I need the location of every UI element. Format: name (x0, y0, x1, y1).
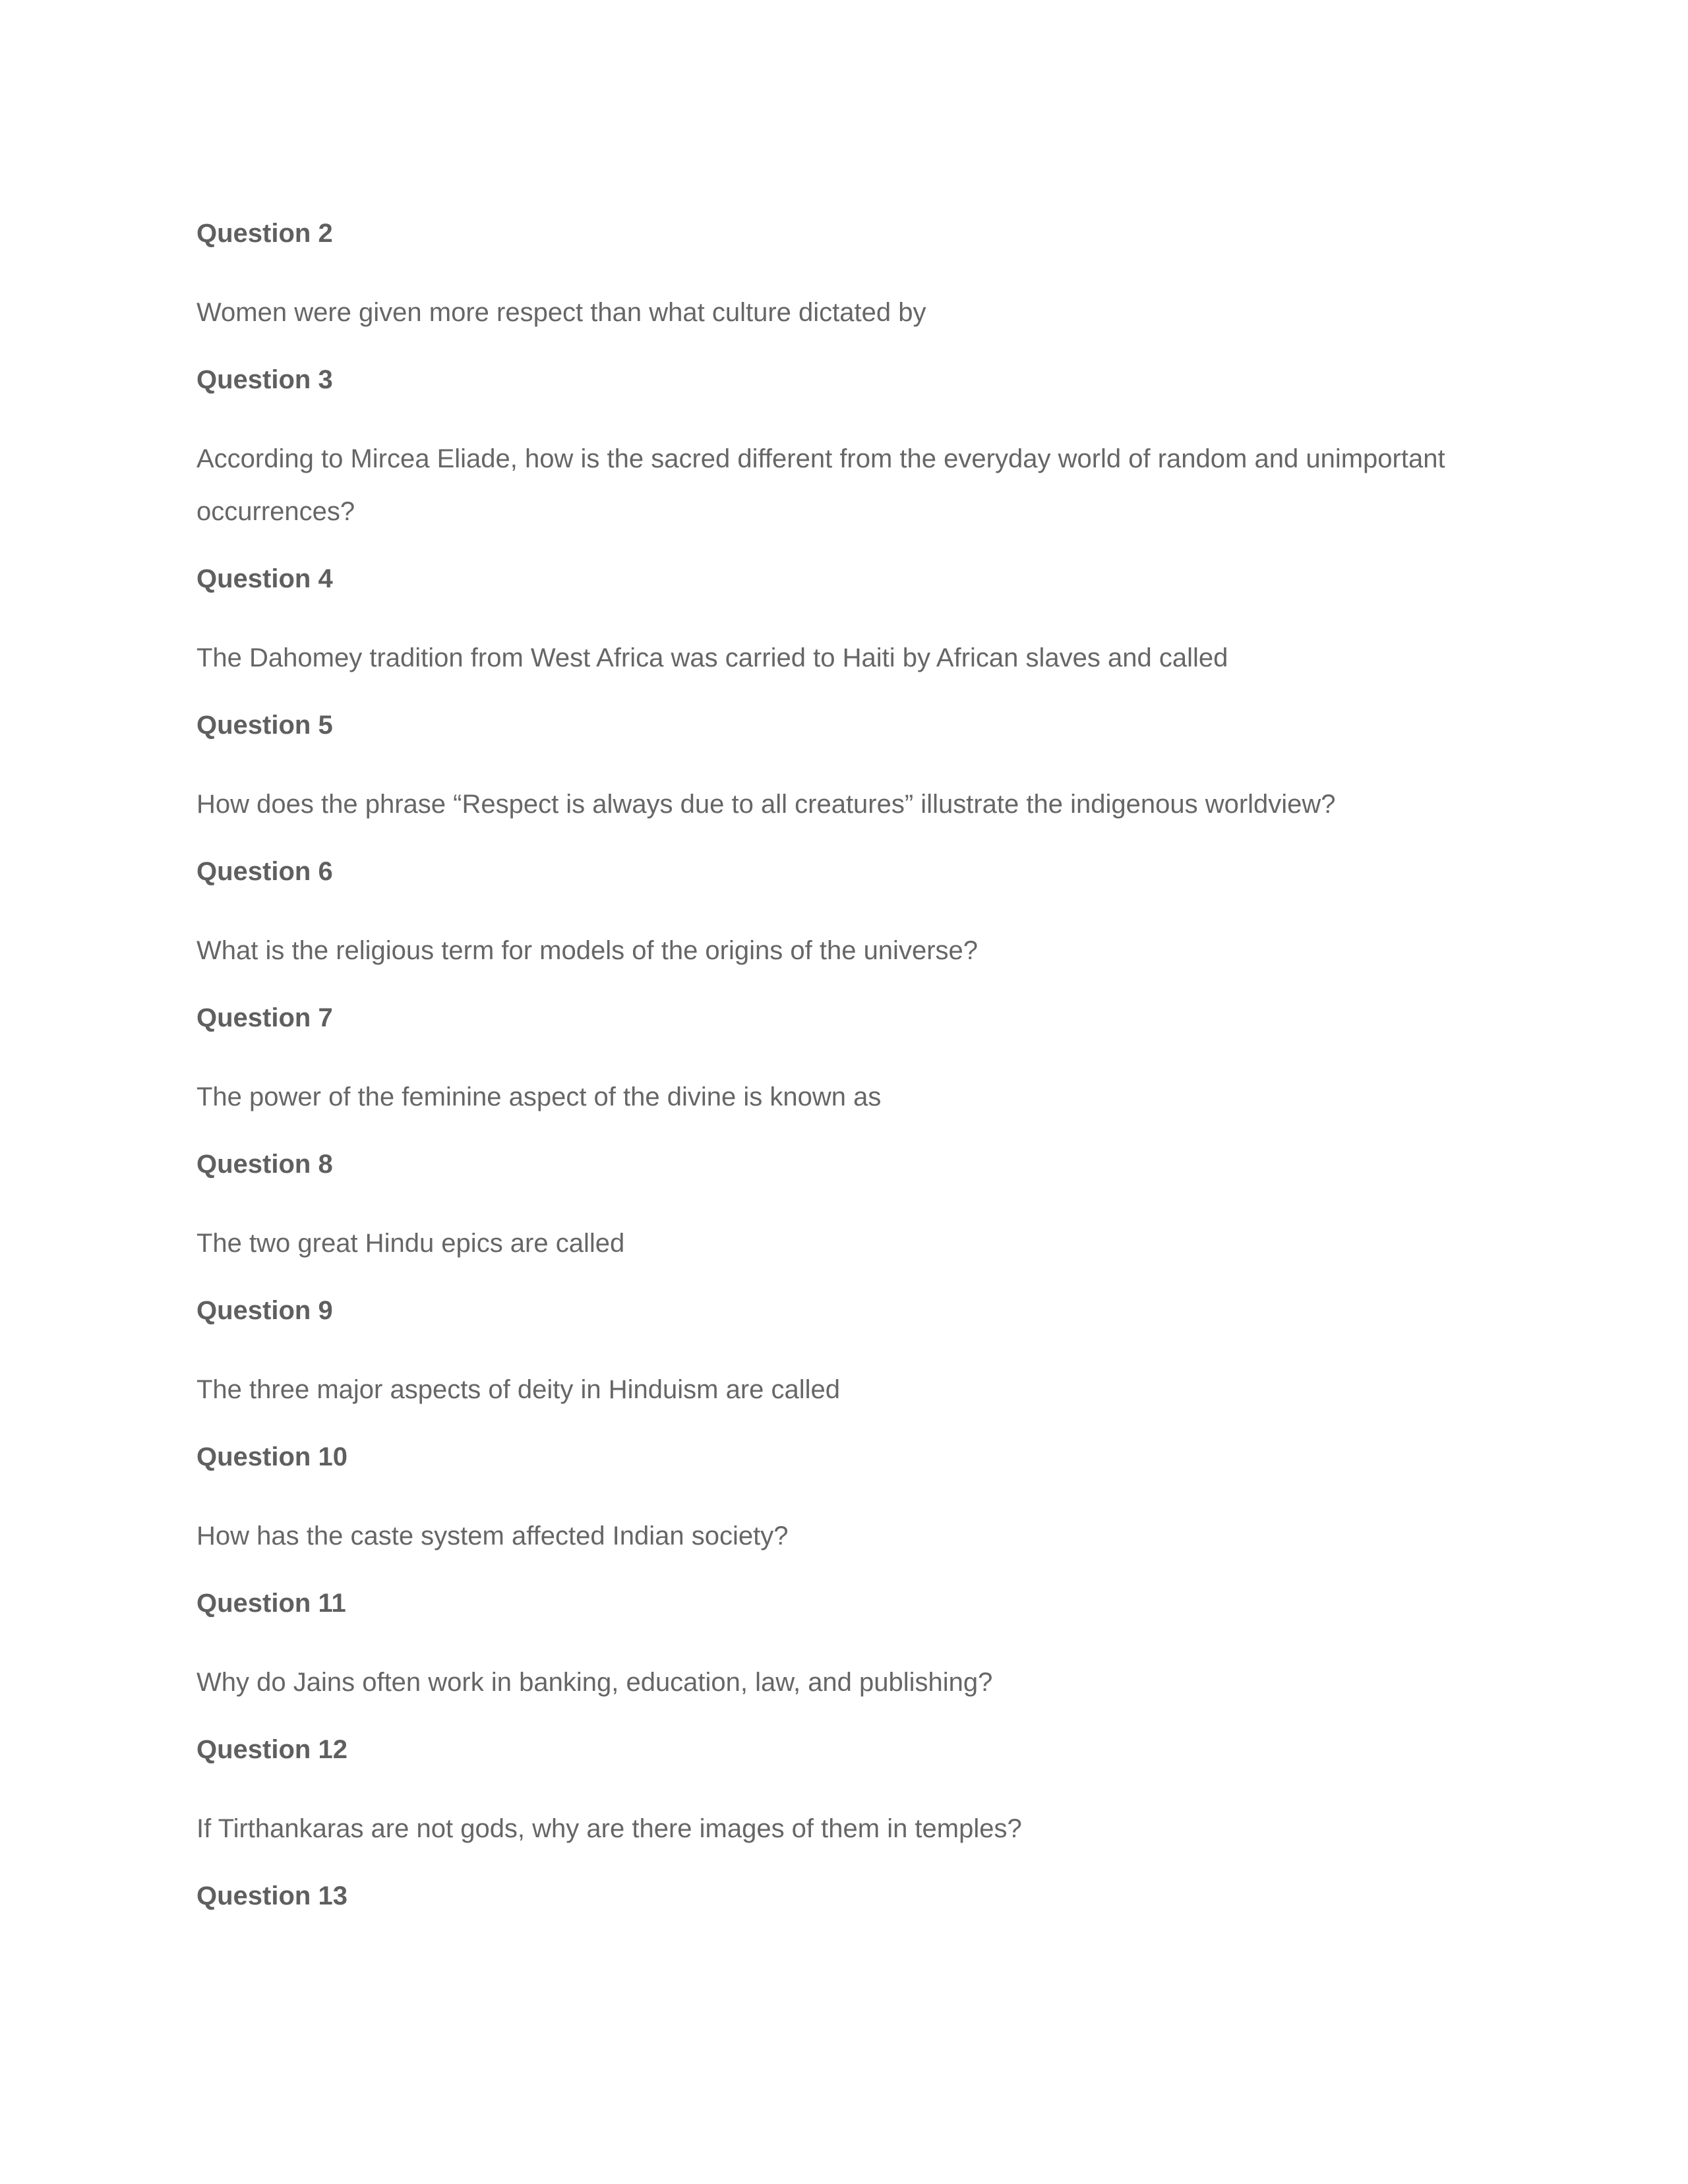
question-heading: Question 3 (196, 365, 333, 394)
question-item (196, 558, 1489, 684)
question-item (196, 359, 1489, 538)
question-heading: Question 5 (196, 711, 333, 740)
question-heading: Question 4 (196, 564, 333, 593)
question-item (196, 212, 1489, 339)
question-heading: Question 7 (196, 1003, 333, 1032)
question-item (196, 704, 1489, 831)
question-item (196, 1436, 1489, 1562)
question-item (196, 1728, 1489, 1855)
question-item (196, 1582, 1489, 1709)
question-item (196, 1875, 1489, 1917)
question-text: What is the religious term for models of the origins of the universe? (196, 936, 978, 965)
question-text: Why do Jains often work in banking, education, law, and publishing? (196, 1668, 993, 1697)
question-heading: Question 8 (196, 1150, 333, 1179)
question-heading: Question 10 (196, 1442, 347, 1471)
question-item (196, 850, 1489, 977)
question-list (196, 212, 1489, 1949)
question-heading: Question 6 (196, 857, 333, 886)
question-text: The Dahomey tradition from West Africa was carried to Haiti by African slaves and called (196, 643, 1228, 672)
question-text: Women were given more respect than what culture dictated by (196, 298, 926, 327)
question-text: The three major aspects of deity in Hinduism are called (196, 1375, 841, 1404)
question-heading: Question 9 (196, 1296, 333, 1325)
question-item (196, 1143, 1489, 1270)
question-item (196, 1289, 1489, 1416)
question-heading: Question 12 (196, 1735, 347, 1764)
question-text: How does the phrase “Respect is always due to all creatures” illustrate the indigenous worldview? (196, 790, 1336, 819)
question-item (196, 997, 1489, 1123)
question-heading: Question 13 (196, 1881, 347, 1910)
question-text: The power of the feminine aspect of the divine is known as (196, 1082, 882, 1111)
question-text: According to Mircea Eliade, how is the sacred different from the everyday world of random and unimportant occurrences? (196, 444, 1445, 526)
question-text: How has the caste system affected Indian society? (196, 1521, 789, 1550)
question-heading: Question 11 (196, 1589, 346, 1618)
question-text: The two great Hindu epics are called (196, 1229, 625, 1258)
question-heading: Question 2 (196, 219, 333, 248)
question-text: If Tirthankaras are not gods, why are there images of them in temples? (196, 1814, 1022, 1843)
